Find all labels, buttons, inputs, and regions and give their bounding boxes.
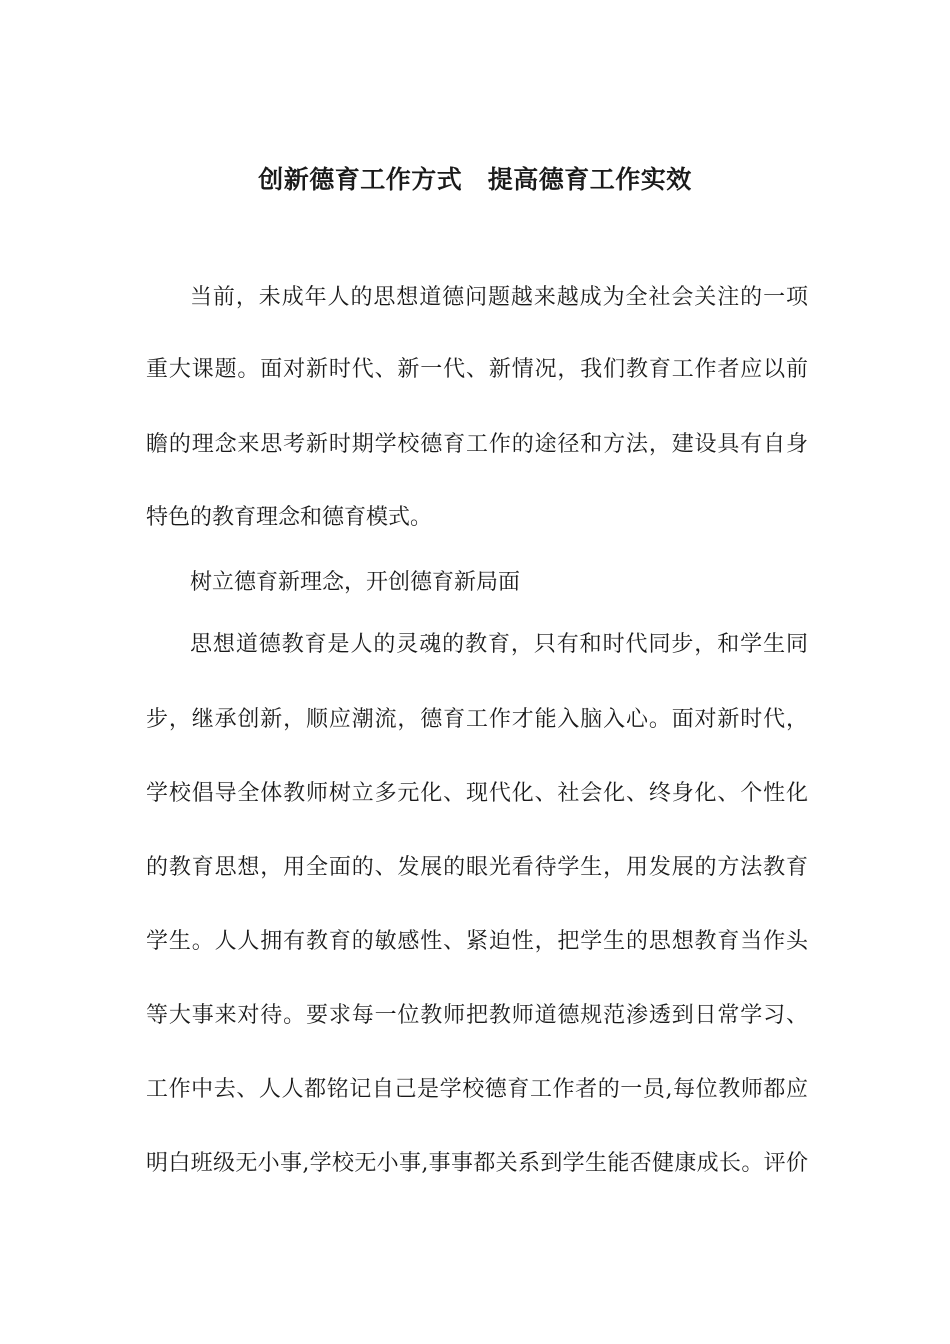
- paragraph-line: 步，继承创新，顺应潮流，德育工作才能入脑入心。面对新时代，: [146, 707, 808, 732]
- paragraph-line: 的教育思想，用全面的、发展的眼光看待学生，用发展的方法教育: [146, 855, 808, 880]
- paragraph-line: 工作中去、人人都铭记自己是学校德育工作者的一员,每位教师都应: [146, 1077, 808, 1102]
- paragraph-line: 当前，未成年人的思想道德问题越来越成为全社会关注的一项: [190, 285, 808, 310]
- document-title: 创新德育工作方式 提高德育工作实效: [258, 165, 692, 194]
- paragraph-line: 思想道德教育是人的灵魂的教育，只有和时代同步，和学生同: [190, 632, 808, 657]
- paragraph-line: 明白班级无小事,学校无小事,事事都关系到学生能否健康成长。评价: [146, 1151, 808, 1176]
- paragraph-line: 学校倡导全体教师树立多元化、现代化、社会化、终身化、个性化: [146, 781, 808, 806]
- paragraph-line: 重大课题。面对新时代、新一代、新情况，我们教育工作者应以前: [146, 357, 808, 382]
- paragraph-line: 等大事来对待。要求每一位教师把教师道德规范渗透到日常学习、: [146, 1003, 808, 1028]
- paragraph-line: 学生。人人拥有教育的敏感性、紧迫性，把学生的思想教育当作头: [146, 929, 808, 954]
- paragraph-line: 瞻的理念来思考新时期学校德育工作的途径和方法，建设具有自身: [146, 432, 808, 457]
- section-heading: 树立德育新理念，开创德育新局面: [190, 570, 521, 595]
- paragraph-line: 特色的教育理念和德育模式。: [146, 505, 433, 530]
